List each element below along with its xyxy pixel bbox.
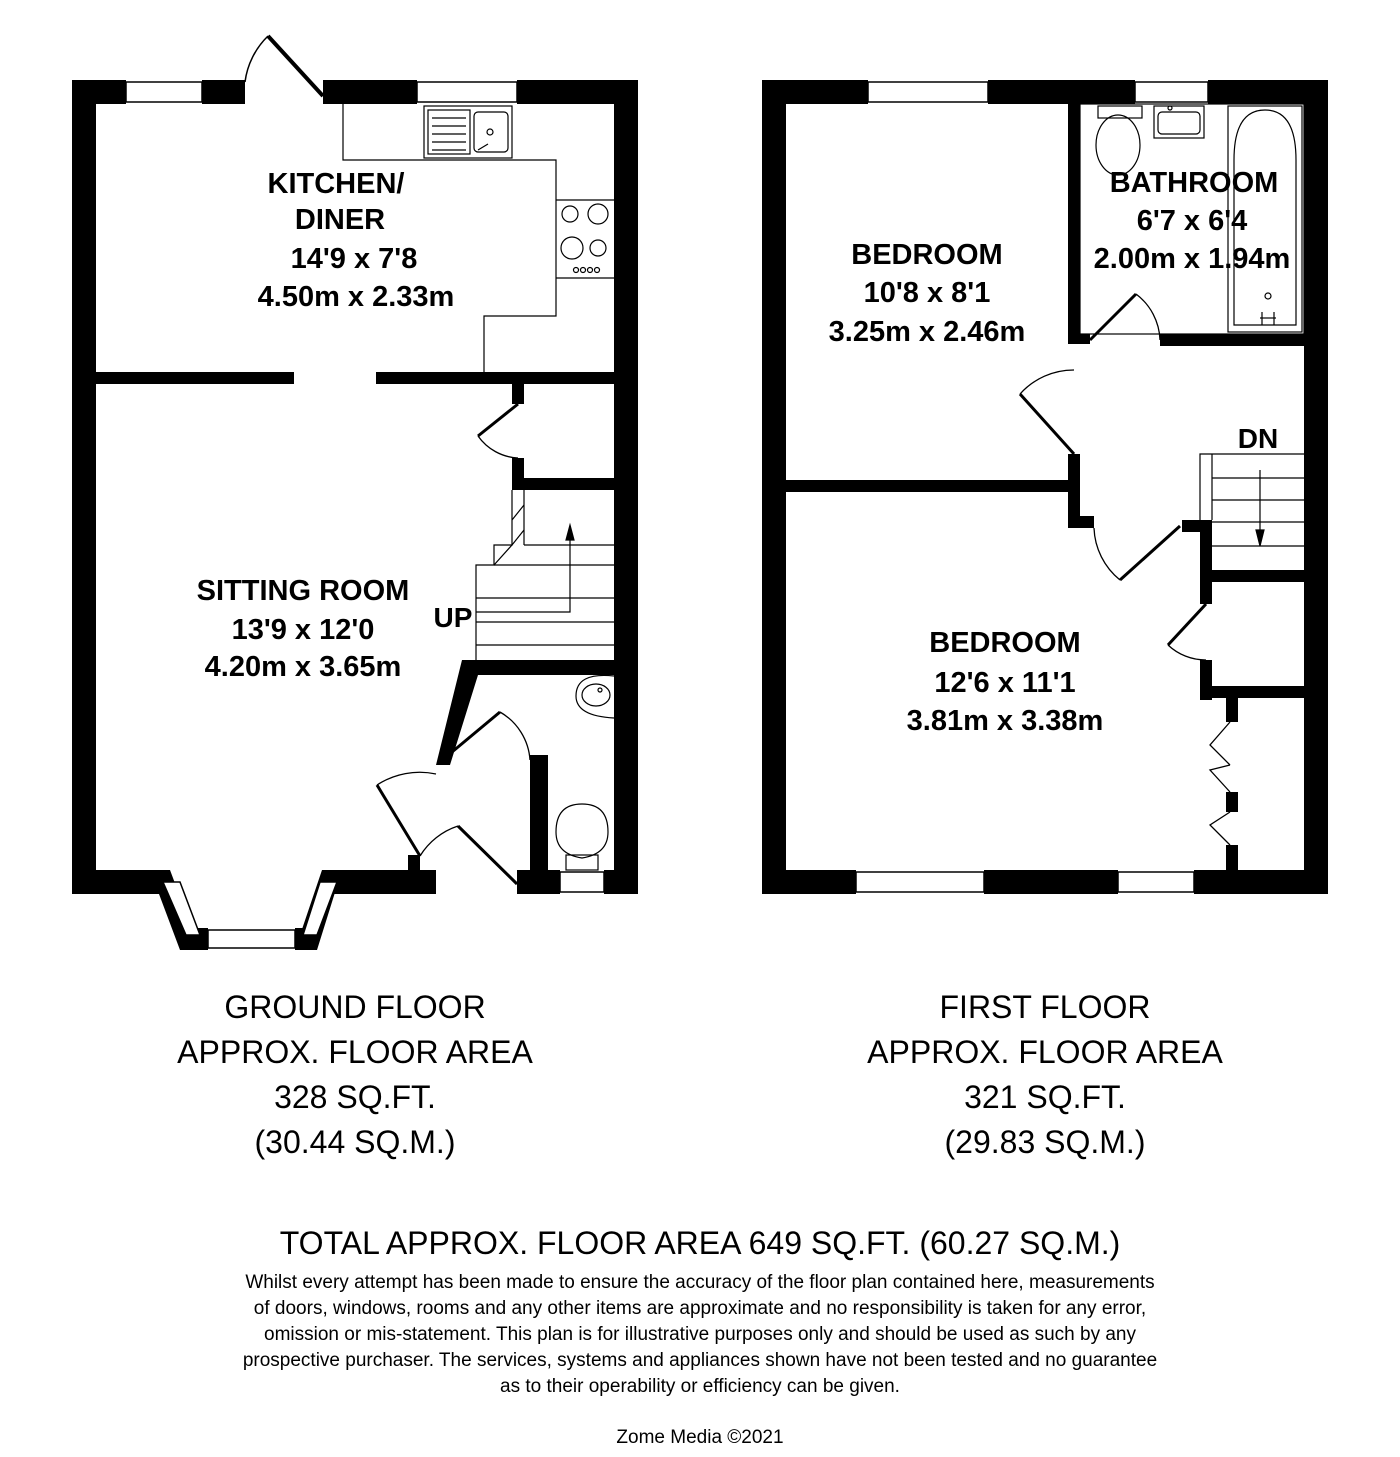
bedroom-small-imperial: 10'8 x 8'1: [863, 277, 991, 309]
stairs-down-label: DN: [1237, 423, 1279, 454]
front-door: [377, 772, 517, 884]
disclaimer-line: omission or mis-statement. This plan is for illustrative purposes only and should be used as such by any: [264, 1324, 1136, 1345]
ground-floor-caption: [105, 985, 605, 1165]
kitchen-diner-name-line1: KITCHEN/: [267, 168, 405, 200]
bedroom-small-door: [1020, 370, 1074, 454]
copyright: Zome Media ©2021: [616, 1427, 784, 1448]
disclaimer-line: as to their operability or efficiency can be given.: [500, 1376, 900, 1397]
ground-floor-plan: [72, 36, 638, 950]
kitchen-diner-metric: 4.50m x 2.33m: [257, 281, 455, 313]
first-caption-line: FIRST FLOOR: [939, 989, 1151, 1025]
ground-caption-line: APPROX. FLOOR AREA: [177, 1034, 533, 1070]
bathroom-imperial: 6'7 x 6'4: [1136, 205, 1248, 237]
kitchen-units: [343, 104, 614, 372]
ground-staircase: [476, 490, 614, 660]
first-floor-plan: [762, 80, 1328, 894]
sitting-room-metric: 4.20m x 3.65m: [204, 651, 402, 683]
kitchen-diner-name-line2: DINER: [294, 204, 386, 236]
ground-caption-line: GROUND FLOOR: [224, 989, 486, 1025]
first-caption-line: APPROX. FLOOR AREA: [867, 1034, 1223, 1070]
disclaimer-line: prospective purchaser. The services, systems and appliances shown have not been tested and no guarantee: [242, 1350, 1158, 1371]
bedroom-large-metric: 3.81m x 3.38m: [906, 705, 1104, 737]
first-caption-line: (29.83 SQ.M.): [944, 1124, 1146, 1160]
first-caption-line: 321 SQ.FT.: [964, 1079, 1126, 1115]
sitting-room-name: SITTING ROOM: [196, 575, 410, 607]
kitchen-back-door: [245, 36, 323, 96]
disclaimer: [150, 1270, 1250, 1400]
ground-cupboard-door: [478, 404, 518, 458]
stairs-up-label: UP: [433, 602, 473, 633]
ground-caption-line: 328 SQ.FT.: [274, 1079, 436, 1115]
bedroom-small-metric: 3.25m x 2.46m: [828, 316, 1026, 348]
bathroom-name: BATHROOM: [1109, 167, 1279, 199]
first-floor-caption: [795, 985, 1295, 1165]
bedroom-large-door: [1094, 526, 1180, 580]
first-staircase: [1200, 454, 1304, 546]
landing-cupboard-door: [1168, 604, 1206, 660]
sitting-room-imperial: 13'9 x 12'0: [231, 614, 375, 646]
bedroom-large-imperial: 12'6 x 11'1: [934, 667, 1076, 699]
bedroom-small-name: BEDROOM: [851, 239, 1003, 271]
bedroom-large-name: BEDROOM: [929, 627, 1081, 659]
disclaimer-line: Whilst every attempt has been made to ensure the accuracy of the floor plan contained here, measurements: [245, 1272, 1155, 1293]
bathroom-door: [1090, 294, 1160, 340]
bathroom-metric: 2.00m x 1.94m: [1093, 243, 1291, 275]
ground-wc-fixtures: [556, 675, 614, 870]
wardrobe-doors: [1210, 722, 1230, 845]
kitchen-diner-imperial: 14'9 x 7'8: [290, 243, 418, 275]
ground-caption-line: (30.44 SQ.M.): [254, 1124, 456, 1160]
disclaimer-line: of doors, windows, rooms and any other items are approximate and no responsibility is taken for any error,: [253, 1298, 1147, 1319]
total-floor-area: TOTAL APPROX. FLOOR AREA 649 SQ.FT. (60.27 SQ.M.): [279, 1225, 1121, 1261]
